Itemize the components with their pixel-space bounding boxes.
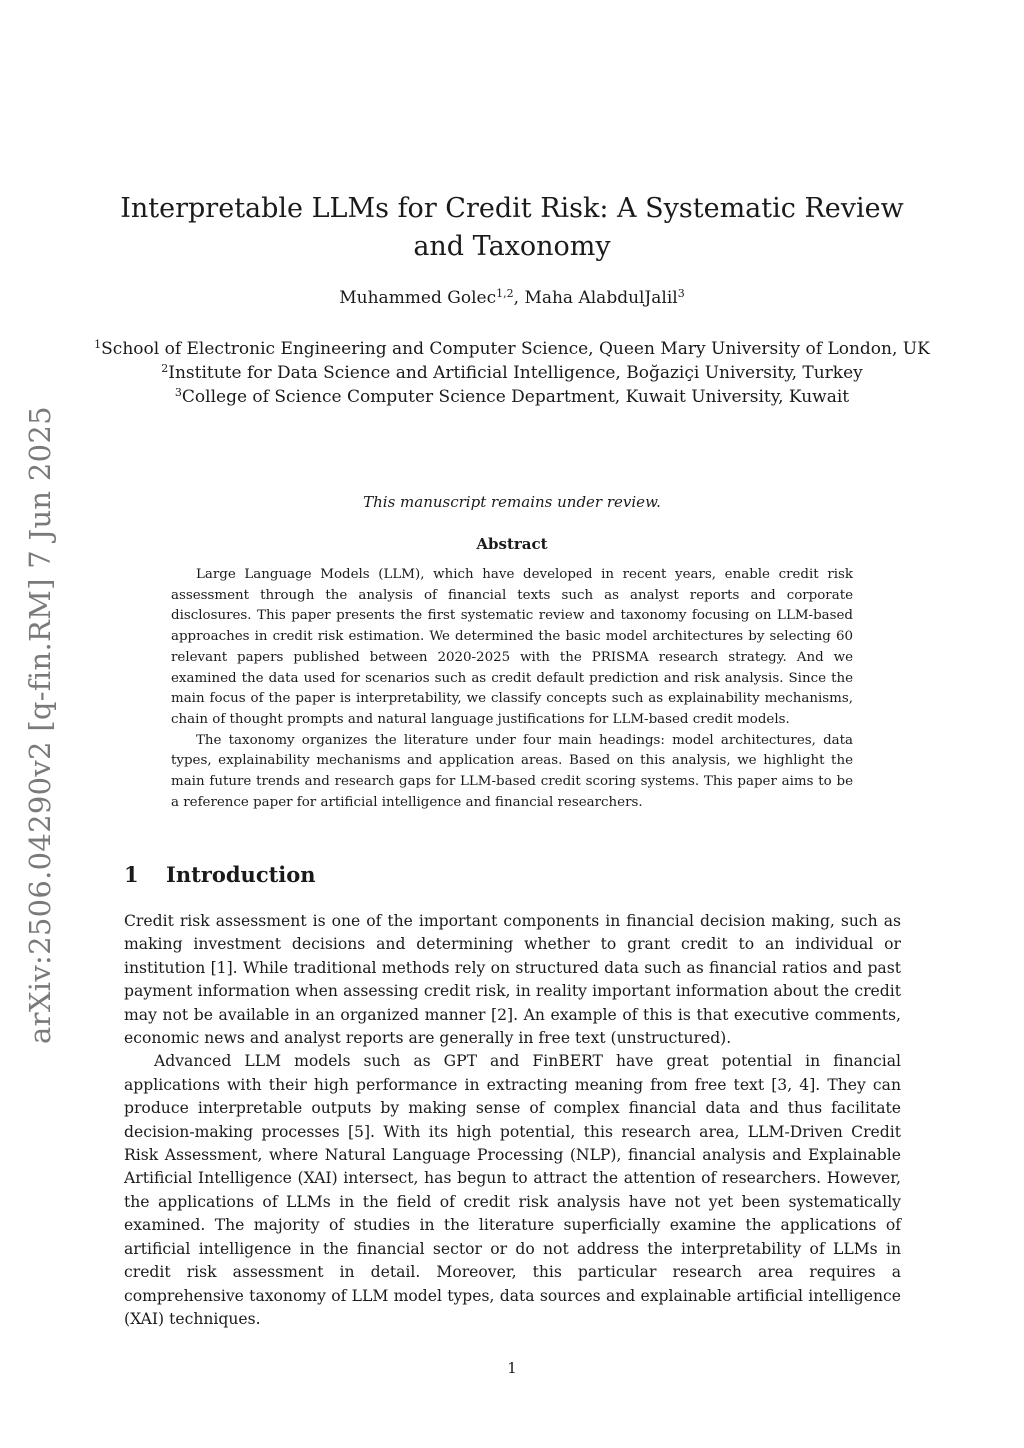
affiliation [0, 385, 1024, 409]
affiliation [0, 337, 1024, 361]
section-number: 1 [124, 862, 139, 887]
section-title: Introduction [166, 862, 316, 887]
paper-title: Interpretable LLMs for Credit Risk: A Systematic Review and Taxonomy [120, 193, 904, 262]
author-name: Maha AlabdulJalil [524, 288, 678, 308]
affiliation-text: College of Science Computer Science Department, Kuwait University, Kuwait [181, 387, 850, 407]
abstract-paragraph: The taxonomy organizes the literature under four main headings: model architectures, data types, explainability mechanisms and application areas. Based on this analysis, we highlight the main future trends and research gaps for LLM-based credit scoring systems. This paper aims to be a reference paper for artificial intelligence and financial researchers. [171, 732, 853, 810]
arxiv-identifier-stamp: arXiv:2506.04290v2 [q-fin.RM] 7 Jun 2025 [23, 406, 57, 1044]
affiliation-text: School of Electronic Engineering and Computer Science, Queen Mary University of London, UK [101, 339, 930, 359]
affiliation-marker: 2 [161, 362, 169, 375]
affiliation [0, 361, 1024, 385]
introduction-body [124, 910, 901, 1331]
section-heading [124, 862, 316, 887]
body-paragraph: Credit risk assessment is one of the important components in financial decision making, such as making investment decisions and determining whether to grant credit to an individual or institution [1]. While traditional methods rely on structured data such as financial ratios and past payment information when assessing credit risk, in reality important information about the credit may not be available in an organized manner [2]. An example of this is that executive comments, economic news and analyst reports are generally in free text (unstructured). [124, 912, 901, 1048]
abstract-body [171, 565, 853, 813]
affiliation-text: Institute for Data Science and Artificial Intelligence, Boğaziçi University, Turkey [168, 363, 863, 383]
author-separator: , [513, 288, 525, 308]
affiliation-list [0, 337, 1024, 409]
affiliation-marker: 3 [174, 386, 182, 399]
author-affiliation-marker: 3 [677, 287, 685, 300]
affiliation-marker: 1 [94, 338, 102, 351]
review-note: This manuscript remains under review. [363, 493, 661, 511]
author-affiliation-marker: 1,2 [496, 287, 514, 300]
author-line [0, 288, 1024, 308]
author-name: Muhammed Golec [339, 288, 497, 308]
abstract-paragraph: Large Language Models (LLM), which have developed in recent years, enable credit risk assessment through the analysis of financial texts such as analyst reports and corporate disclosures. This paper presents the first systematic review and taxonomy focusing on LLM-based approaches in credit risk estimation. We determined the basic model architectures by selecting 60 relevant papers published between 2020-2025 with the PRISMA research strategy. And we examined the data used for scenarios such as credit default prediction and risk analysis. Since the main focus of the paper is interpretability, we classify concepts such as explainability mechanisms, chain of thought prompts and natural language justifications for LLM-based credit models. [171, 567, 853, 727]
abstract-heading: Abstract [476, 535, 548, 553]
page-number: 1 [507, 1359, 517, 1377]
body-paragraph: Advanced LLM models such as GPT and FinBERT have great potential in financial applications with their high performance in extracting meaning from free text [3, 4]. They can produce interpretable outputs by making sense of complex financial data and thus facilitate decision-making processes [5]. With its high potential, this research area, LLM-Driven Credit Risk Assessment, where Natural Language Processing (NLP), financial analysis and Explainable Artificial Intelligence (XAI) intersect, has begun to attract the attention of researchers. However, the applications of LLMs in the field of credit risk analysis have not yet been systematically examined. The majority of studies in the literature superficially examine the applications of artificial intelligence in the financial sector or do not address the interpretability of LLMs in credit risk assessment in detail. Moreover, this particular research area requires a comprehensive taxonomy of LLM model types, data sources and explainable artificial intelligence (XAI) techniques. [124, 1052, 901, 1328]
